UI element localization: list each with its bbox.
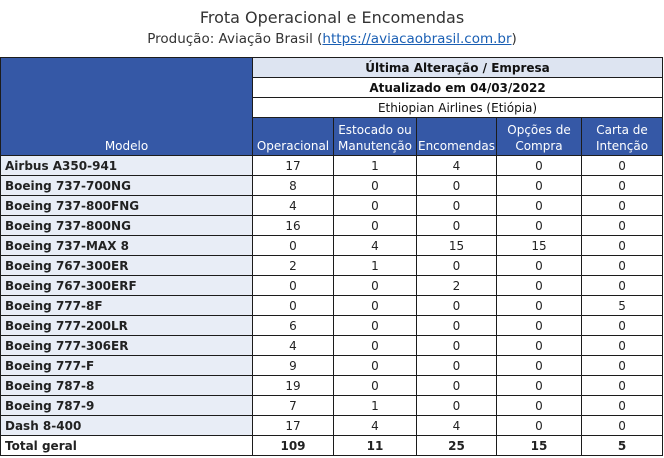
value-cell: 0 xyxy=(582,176,663,196)
value-cell: 0 xyxy=(417,376,497,396)
table-row xyxy=(1,256,663,276)
table-row xyxy=(1,176,663,196)
value-cell: 0 xyxy=(582,336,663,356)
total-label-cell: Total geral xyxy=(1,436,253,456)
column-header-estocado: Estocado ou Manutenção xyxy=(334,118,417,156)
value-cell: 4 xyxy=(417,156,497,176)
value-cell: 0 xyxy=(417,216,497,236)
value-cell: 5 xyxy=(582,296,663,316)
column-header-carta: Carta de Intenção xyxy=(582,118,663,156)
value-cell: 0 xyxy=(582,216,663,236)
value-cell: 0 xyxy=(582,256,663,276)
value-cell: 2 xyxy=(253,256,334,276)
value-cell: 15 xyxy=(417,236,497,256)
value-cell: 0 xyxy=(334,356,417,376)
source-link[interactable]: https://aviacaobrasil.com.br xyxy=(322,31,512,47)
model-cell: Boeing 787-9 xyxy=(1,396,253,416)
value-cell: 0 xyxy=(582,356,663,376)
value-cell: 0 xyxy=(497,276,582,296)
value-cell: 0 xyxy=(334,216,417,236)
value-cell: 0 xyxy=(334,316,417,336)
total-row xyxy=(1,436,663,456)
table-row xyxy=(1,376,663,396)
value-cell: 4 xyxy=(417,416,497,436)
table-row xyxy=(1,416,663,436)
value-cell: 0 xyxy=(497,396,582,416)
value-cell: 0 xyxy=(497,216,582,236)
value-cell: 0 xyxy=(334,196,417,216)
model-cell: Boeing 737-700NG xyxy=(1,176,253,196)
value-cell: 0 xyxy=(334,296,417,316)
value-cell: 0 xyxy=(417,256,497,276)
subtitle-prefix: Produção: Aviação Brasil ( xyxy=(147,31,323,47)
model-cell: Boeing 737-800FNG xyxy=(1,196,253,216)
model-cell: Boeing 777-F xyxy=(1,356,253,376)
model-cell: Boeing 737-MAX 8 xyxy=(1,236,253,256)
column-header-encomendas: Encomendas xyxy=(417,118,497,156)
value-cell: 0 xyxy=(582,376,663,396)
value-cell: 17 xyxy=(253,416,334,436)
model-column-header: Modelo xyxy=(1,58,253,156)
value-cell: 0 xyxy=(253,296,334,316)
table-row xyxy=(1,296,663,316)
value-cell: 0 xyxy=(334,276,417,296)
model-cell: Boeing 777-8F xyxy=(1,296,253,316)
value-cell: 0 xyxy=(582,236,663,256)
value-cell: 19 xyxy=(253,376,334,396)
table-row xyxy=(1,316,663,336)
table-row xyxy=(1,216,663,236)
column-header-operacional: Operacional xyxy=(253,118,334,156)
value-cell: 7 xyxy=(253,396,334,416)
company-header: Ethiopian Airlines (Etiópia) xyxy=(253,98,663,118)
value-cell: 0 xyxy=(497,196,582,216)
value-cell: 0 xyxy=(417,316,497,336)
table-row xyxy=(1,196,663,216)
value-cell: 0 xyxy=(497,376,582,396)
table-row xyxy=(1,236,663,256)
value-cell: 0 xyxy=(582,156,663,176)
value-cell: 0 xyxy=(497,316,582,336)
value-cell: 0 xyxy=(417,336,497,356)
value-cell: 0 xyxy=(582,276,663,296)
model-cell: Airbus A350-941 xyxy=(1,156,253,176)
model-cell: Boeing 777-306ER xyxy=(1,336,253,356)
value-cell: 0 xyxy=(497,356,582,376)
value-cell: 8 xyxy=(253,176,334,196)
value-cell: 0 xyxy=(497,176,582,196)
page-subtitle xyxy=(0,31,664,47)
value-cell: 17 xyxy=(253,156,334,176)
value-cell: 0 xyxy=(253,276,334,296)
value-cell: 0 xyxy=(334,336,417,356)
value-cell: 6 xyxy=(253,316,334,336)
subtitle-suffix: ) xyxy=(511,31,517,47)
table-row xyxy=(1,396,663,416)
column-header-opcoes: Opções de Compra xyxy=(497,118,582,156)
table-row xyxy=(1,156,663,176)
value-cell: 0 xyxy=(497,156,582,176)
value-cell: 1 xyxy=(334,396,417,416)
value-cell: 0 xyxy=(417,356,497,376)
value-cell: 0 xyxy=(497,296,582,316)
value-cell: 0 xyxy=(582,316,663,336)
value-cell: 4 xyxy=(334,416,417,436)
value-cell: 2 xyxy=(417,276,497,296)
value-cell: 0 xyxy=(417,176,497,196)
value-cell: 4 xyxy=(253,336,334,356)
table-row xyxy=(1,336,663,356)
value-cell: 15 xyxy=(497,236,582,256)
value-cell: 1 xyxy=(334,156,417,176)
value-cell: 4 xyxy=(253,196,334,216)
value-cell: 0 xyxy=(334,376,417,396)
value-cell: 0 xyxy=(497,416,582,436)
value-cell: 0 xyxy=(417,196,497,216)
value-cell: 0 xyxy=(334,176,417,196)
updated-date-header: Atualizado em 04/03/2022 xyxy=(253,78,663,98)
fleet-table xyxy=(0,57,663,456)
value-cell: 0 xyxy=(417,296,497,316)
table-row xyxy=(1,356,663,376)
value-cell: 16 xyxy=(253,216,334,236)
total-value-cell: 109 xyxy=(253,436,334,456)
value-cell: 0 xyxy=(497,256,582,276)
value-cell: 0 xyxy=(497,336,582,356)
model-cell: Boeing 777-200LR xyxy=(1,316,253,336)
model-cell: Boeing 787-8 xyxy=(1,376,253,396)
value-cell: 0 xyxy=(582,396,663,416)
table-row xyxy=(1,276,663,296)
value-cell: 1 xyxy=(334,256,417,276)
last-update-company-header: Última Alteração / Empresa xyxy=(253,58,663,78)
total-value-cell: 5 xyxy=(582,436,663,456)
value-cell: 4 xyxy=(334,236,417,256)
value-cell: 0 xyxy=(253,236,334,256)
model-cell: Boeing 737-800NG xyxy=(1,216,253,236)
total-value-cell: 11 xyxy=(334,436,417,456)
value-cell: 0 xyxy=(417,396,497,416)
page-title: Frota Operacional e Encomendas xyxy=(199,8,465,27)
model-cell: Boeing 767-300ER xyxy=(1,256,253,276)
total-value-cell: 15 xyxy=(497,436,582,456)
model-cell: Dash 8-400 xyxy=(1,416,253,436)
value-cell: 0 xyxy=(582,416,663,436)
value-cell: 9 xyxy=(253,356,334,376)
total-value-cell: 25 xyxy=(417,436,497,456)
model-cell: Boeing 767-300ERF xyxy=(1,276,253,296)
value-cell: 0 xyxy=(582,196,663,216)
